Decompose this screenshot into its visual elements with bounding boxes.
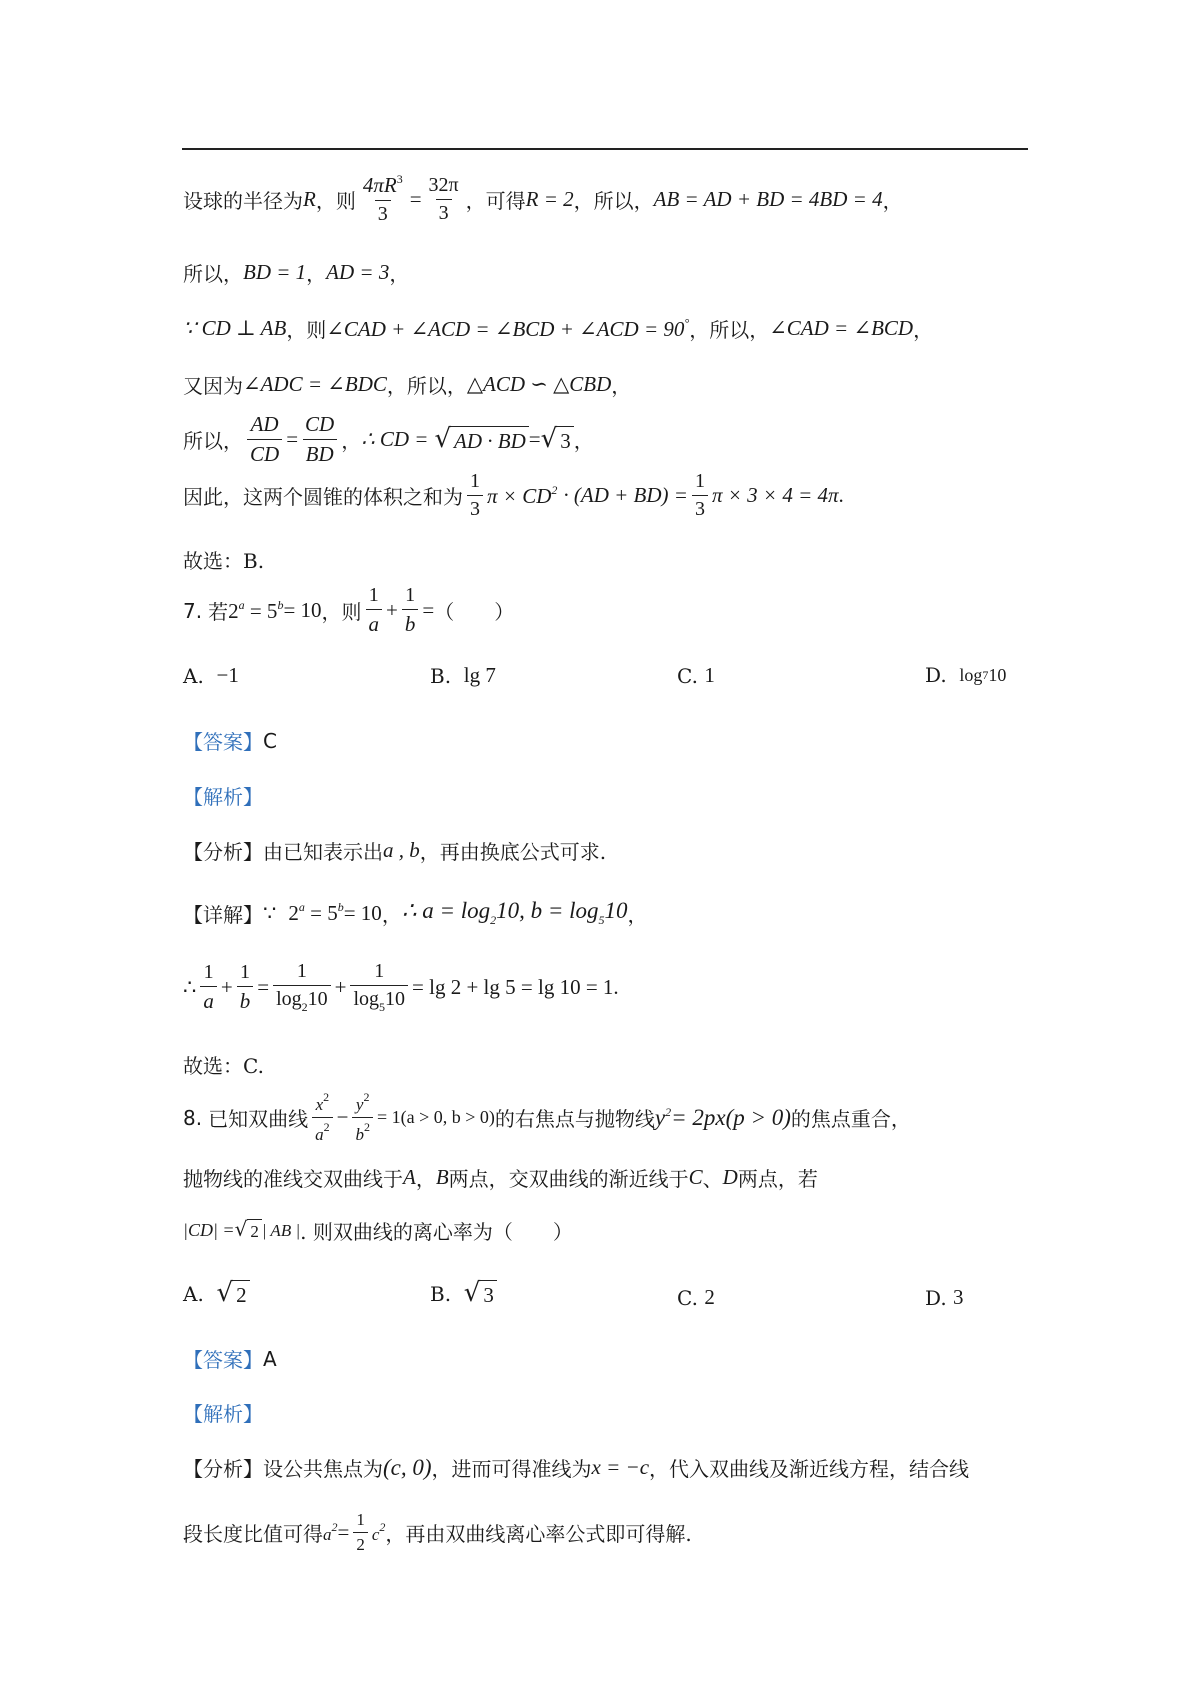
proof6-line-1	[183, 172, 903, 226]
fraction: $\frac{1}{a}$	[366, 584, 383, 637]
fraction: $\frac{1}{a}$	[200, 961, 217, 1014]
q8-jiexi	[183, 1398, 263, 1427]
math: ∵ CD ⊥ AB	[183, 316, 287, 340]
question-7-stem: 7. 若 2$^a$ = $5^b$ = 10 ，则 $\frac{1}{a}$ + $\frac{1}{b}$ = （ ）	[183, 584, 515, 636]
q7-option-a: A. −1	[183, 663, 239, 688]
fraction: $\frac{1}{\log_510}$	[350, 960, 408, 1015]
fenxi-tag: 【分析】	[183, 840, 263, 864]
fraction: $\frac{1}{2}$	[353, 1510, 368, 1555]
q8-option-c: C. 2	[677, 1285, 715, 1310]
q7-option-d: D. log 7 10	[925, 663, 1007, 687]
q7-jiexi	[183, 781, 263, 810]
q7-conclusion: 故选：C.	[183, 1054, 264, 1078]
question-8-stem-3: |CD| = √ 2 | AB | . 则双曲线的离心率为（ ）	[183, 1217, 573, 1244]
q8-fenxi-2: 段长度比值可得 $a^2$ = $\frac{1}{2}$ $c^2$ ，再由双曲线离心率公式即可得解.	[183, 1510, 692, 1554]
math: AB = AD + BD = 4BD = 4	[653, 186, 883, 211]
q8-option-d: D. 3	[925, 1285, 964, 1310]
text: ，所以，	[573, 188, 654, 213]
math-R: R	[303, 186, 316, 211]
sqrt: √ 3	[541, 426, 574, 454]
header-rule	[182, 148, 1028, 150]
math: AD = 3	[326, 260, 390, 284]
q7-option-c: C. 1	[677, 663, 715, 688]
math-angles: ∠CAD + ∠ACD = ∠BCD + ∠ACD = 90°	[326, 315, 690, 341]
q7-computation: ∴ $\frac{1}{a}$ + $\frac{1}{b}$ = $\frac{1}{\log_210}$ + $\frac{1}{\log_510}$ = lg 2 + lg 5 = lg 10 = 1 .	[183, 960, 619, 1014]
math: ∴ $a = \log_210$, $b = \log_510$	[401, 898, 628, 927]
sqrt: √ AD · BD	[434, 426, 528, 454]
xiangjie-tag: 【详解】	[183, 902, 263, 927]
q7-answer	[183, 726, 277, 755]
math: $c^2$	[371, 1520, 386, 1544]
question-8-stem-1: 8. 已知双曲线 $\frac{x^2}{a^2}$ − $\frac{y^2}{b^2}$ = 1(a > 0, b > 0) 的右焦点与抛物线 $y^2$ = 2px(p > 0) 的焦点重合，	[183, 1090, 911, 1144]
math-similar: △ACD ∽ △CBD	[466, 372, 612, 396]
question-number: 8.	[183, 1105, 203, 1130]
math: · (AD + BD) =	[563, 483, 688, 507]
math: 2$^a$	[228, 597, 245, 623]
jiexi-tag: 【解析】	[183, 1402, 263, 1426]
math: 2$^a$	[288, 900, 305, 925]
fraction: $\frac{1}{b}$	[237, 961, 254, 1014]
math: = $5^b$	[310, 900, 344, 925]
q7-xiangjie: 【详解】 ∵ 2$^a$ = $5^b$ = 10 ， ∴ $a = \log_210$, $b = \log_510$ ，	[183, 898, 648, 927]
equals: =	[409, 186, 422, 211]
proof6-line-6: 因此，这两个圆锥的体积之和为 $\frac{1}{3}$ $\pi \times CD^2$ · (AD + BD) = $\frac{1}{3}$ π × 3 × 4 = 4π .	[183, 470, 844, 520]
q7-option-b: B. lg 7	[430, 663, 496, 688]
text: 设球的半径为	[183, 188, 303, 213]
math: = $5^b$	[249, 597, 284, 623]
fraction: $\frac{1}{3}$	[692, 470, 708, 521]
q8-option-a: A. √ 2	[183, 1280, 250, 1308]
math: ∴ CD =	[361, 427, 429, 451]
fraction: $\frac{AD}{CD}$	[247, 412, 282, 467]
fraction: $\frac{1}{\log_210}$	[273, 960, 331, 1015]
proof6-line-5: 所以， $\frac{AD}{CD}$ = $\frac{CD}{BD}$ ， ∴ CD = √ AD · BD = √ 3 ，	[183, 412, 594, 466]
answer-value: A	[263, 1346, 277, 1371]
text: ，则	[315, 188, 356, 213]
q8-answer	[183, 1344, 277, 1373]
fraction: $\frac{1}{3}$	[467, 470, 483, 521]
proof6-line-4: 又因为 ∠ADC = ∠BDC ，所以， △ACD ∽ △CBD ，	[183, 372, 632, 398]
math: $y^2$	[654, 1104, 672, 1130]
math: ∠ADC = ∠BDC	[243, 372, 387, 396]
math: $\pi \times CD^2$	[487, 482, 558, 508]
math: $a^2$	[323, 1520, 338, 1544]
answer-tag: 【答案】	[183, 1348, 263, 1372]
math: R = 2	[525, 186, 574, 211]
text: ，	[882, 188, 903, 213]
answer-tag: 【答案】	[183, 730, 263, 754]
math: ∠CAD = ∠BCD	[769, 316, 914, 340]
q7-fenxi: 【分析】 由已知表示出 a , b ，再由换底公式可求.	[183, 838, 607, 864]
math: π × 3 × 4 = 4π	[711, 483, 839, 507]
jiexi-tag: 【解析】	[183, 785, 263, 809]
question-number: 7.	[183, 598, 203, 623]
proof6-line-3: ∵ CD ⊥ AB ，则 ∠CAD + ∠ACD = ∠BCD + ∠ACD = 90° ，所以， ∠CAD = ∠BCD ，	[183, 315, 934, 342]
fraction: $\frac{x^2}{a^2}$	[312, 1090, 333, 1145]
proof6-line-2: 所以， BD = 1 ， AD = 3 ，	[183, 260, 410, 286]
fraction-volume: $\frac{4\pi R^3}{3}$	[362, 172, 403, 225]
fraction: $\frac{1}{b}$	[402, 584, 419, 637]
question-8-stem-2: 抛物线的准线交双曲线于 A ， B 两点，交双曲线的渐近线于 C 、 D 两点，若	[183, 1165, 818, 1191]
q8-fenxi-1: 【分析】 设公共焦点为 (c, 0) ，进而可得准线为 x = −c ，代入双曲线及渐近线方程，结合线	[183, 1454, 970, 1481]
math: BD = 1	[243, 260, 307, 284]
q8-option-b: B. √ 3	[430, 1280, 497, 1308]
sqrt: √ 2	[235, 1219, 262, 1242]
fenxi-tag: 【分析】	[183, 1457, 263, 1481]
text: ，可得	[465, 188, 526, 213]
fraction: $\frac{CD}{BD}$	[302, 412, 337, 467]
fraction-32pi: $\frac{32\pi}{3}$	[428, 173, 459, 224]
proof6-conclusion: 故选：B.	[183, 549, 265, 573]
answer-value: C	[263, 728, 277, 753]
fraction: $\frac{y^2}{b^2}$	[352, 1090, 373, 1145]
